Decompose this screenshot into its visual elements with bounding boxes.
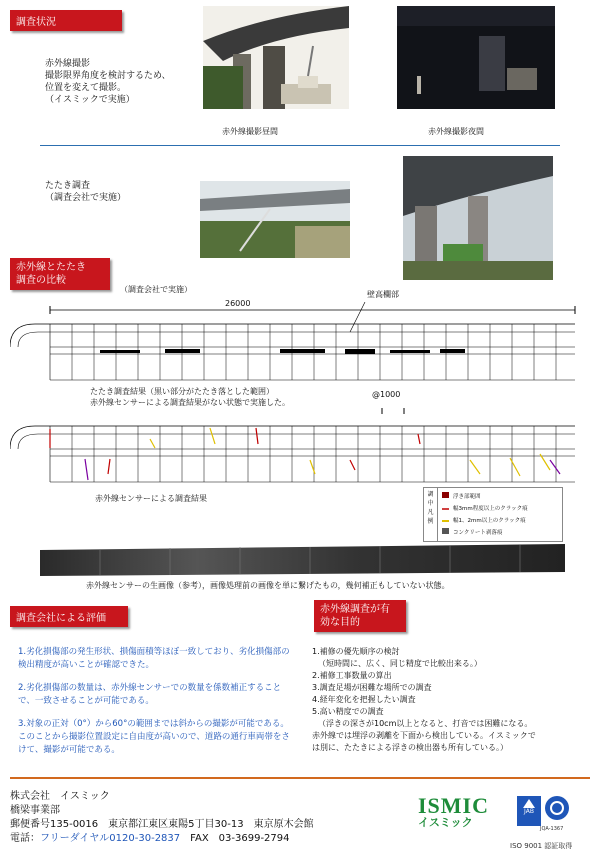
drawing-tapping-result <box>10 302 585 384</box>
address: 郵便番号135-0016 東京都江東区東陽5丁目30-13 東京原木会館 <box>10 819 314 830</box>
raw-caption: 赤外線センサーの生画像（参考），画像処理前の画像を単に繋げたもの，幾何補正もしていない状態。 <box>86 581 450 590</box>
section-label-evaluation: 調査会社による評価 <box>10 606 128 627</box>
purpose-item-5-note-1: （浮きの深さが10cm以上となると、打音では困難になる。 <box>318 719 533 728</box>
pitch-label: @1000 <box>372 390 401 399</box>
jab-text: JAB <box>524 808 534 815</box>
purpose-list <box>312 646 592 754</box>
company-name: 株式会社 イスミック <box>10 791 110 802</box>
purpose-item-3: 3.調査足場が困難な場所での調査 <box>312 683 432 692</box>
grid-lines-2 <box>72 426 556 482</box>
logo-text-ja: イスミック <box>418 817 473 829</box>
evaluation-list <box>18 646 293 757</box>
jqa-badge <box>545 796 569 820</box>
crack-marks <box>50 428 560 480</box>
photo-tapping-1-drawing <box>200 181 350 258</box>
result-line-1: たたき調査結果（黒い部分がたたき落とした範囲） <box>90 387 274 396</box>
legend-item-label: 浮き部範囲 <box>453 494 481 500</box>
phone-row <box>10 832 314 846</box>
photo-day-drawing <box>203 6 349 109</box>
purpose-item-5-note-2: 赤外線では埋浮の剥離を下面から検出している。イスミックで <box>312 731 536 740</box>
sensor-result-label: 赤外線センサーによる調査結果 <box>95 494 207 503</box>
infrared-desc-3: （イスミックで実施） <box>45 95 135 105</box>
jqa-code: JQA-1367 <box>540 826 564 832</box>
legend-item <box>442 515 528 527</box>
photo-infrared-day <box>203 6 349 109</box>
legend-item <box>442 491 528 503</box>
photo-tapping-2-drawing <box>403 156 553 280</box>
tapping-desc: （調査会社で実施） <box>45 193 127 203</box>
legend-side <box>424 488 438 541</box>
legend-items <box>442 491 528 539</box>
footer-contact <box>10 790 314 846</box>
legend-item-label: コンクリート剥落痕 <box>453 530 503 536</box>
result-line-2: 赤外線センサーによる調査結果がない状態で実施した。 <box>90 398 290 407</box>
evaluation-item-3: 3.対象の正対（0°）から60°の範囲までは斜からの撮影が可能である。このことから撮影位置設定に自由度が高いので、道路の通行車両帯をさけて、撮影が可能である。 <box>18 719 290 755</box>
infrared-title: 赤外線撮影 <box>45 59 91 69</box>
legend-side-2: 中 <box>427 500 434 507</box>
evaluation-item-2: 2.劣化損傷部の数量は、赤外線センサーでの数量を係数補正することで、一致させることが可能である。 <box>18 683 282 706</box>
legend-swatch <box>442 520 449 522</box>
dimension-length: 26000 <box>225 299 251 308</box>
label-wall: 壁高欄部 <box>367 290 399 299</box>
section-label-comparison: 赤外線とたたき 調査の比較 <box>10 258 110 290</box>
iso-label: ISO 9001 認証取得 <box>510 842 573 850</box>
freedial-number[interactable]: フリーダイヤル0120-30-2837 <box>40 833 181 844</box>
jab-triangle-icon <box>523 799 535 808</box>
photo-tapping-2 <box>403 156 553 280</box>
caption-day: 赤外線撮影昼間 <box>222 127 278 136</box>
legend-item-label: 幅3mm程度以上のクラック痕 <box>453 506 528 512</box>
tapped-areas <box>100 349 465 354</box>
purpose-item-4: 4.経年変化を把握したい調査 <box>312 695 416 704</box>
ismic-logo <box>418 795 500 830</box>
purpose-item-1: 1.補修の優先順序の検討 <box>312 647 400 656</box>
photo-night-drawing <box>397 6 555 109</box>
divider-blue <box>40 145 560 146</box>
tapping-block <box>45 180 126 204</box>
jqa-circle-icon <box>550 801 564 815</box>
legend-item-label: 幅1、2mm以上のクラック痕 <box>453 518 526 524</box>
purpose-item-2: 2.補修工事数量の算出 <box>312 671 392 680</box>
phone-label: 電話： <box>10 833 40 844</box>
legend-title-2: 例 <box>427 518 434 525</box>
legend-title-1: 凡 <box>427 509 434 516</box>
legend-item <box>442 503 528 515</box>
raw-infrared-strip <box>40 542 565 576</box>
jab-badge <box>517 796 541 826</box>
drawing-note-company: （調査会社で実施） <box>120 285 192 294</box>
purpose-item-5-note-3: は別に、たたきによる浮きの検出器も所有している。） <box>312 743 508 752</box>
infrared-desc-1: 撮影限界角度を検討するため、 <box>45 71 171 81</box>
infrared-block <box>45 58 171 106</box>
division-name: 橋梁事業部 <box>10 805 60 816</box>
caption-night: 赤外線撮影夜間 <box>428 127 484 136</box>
legend-swatch <box>442 508 449 510</box>
legend-swatch <box>442 528 449 534</box>
legend-item <box>442 527 528 539</box>
legend-box <box>423 487 563 542</box>
tapping-title: たたき調査 <box>45 181 91 191</box>
evaluation-item-1: 1.劣化損傷部の発生形状、損傷面積等ほぼ一致しており、劣化損傷部の検出精度が高いことが確認できた。 <box>18 647 290 670</box>
section-label-purpose: 赤外線調査が有 効な目的 <box>314 600 406 632</box>
infrared-desc-2: 位置を変えて撮影。 <box>45 83 127 93</box>
legend-swatch <box>442 492 449 498</box>
photo-infrared-night <box>397 6 555 109</box>
purpose-item-5: 5.高い精度での調査 <box>312 707 384 716</box>
legend-side-1: 調 <box>427 491 434 498</box>
logo-text-en: ISMIC <box>418 793 490 818</box>
drawing-infrared-result <box>10 404 585 484</box>
divider-orange <box>10 777 590 779</box>
purpose-item-1-note: （短時間に、広く、同じ精度で比較出来る。） <box>318 659 482 668</box>
fax-number: FAX 03-3699-2794 <box>190 833 290 844</box>
section-label-survey-status: 調査状況 <box>10 10 122 31</box>
photo-tapping-1 <box>200 181 350 258</box>
